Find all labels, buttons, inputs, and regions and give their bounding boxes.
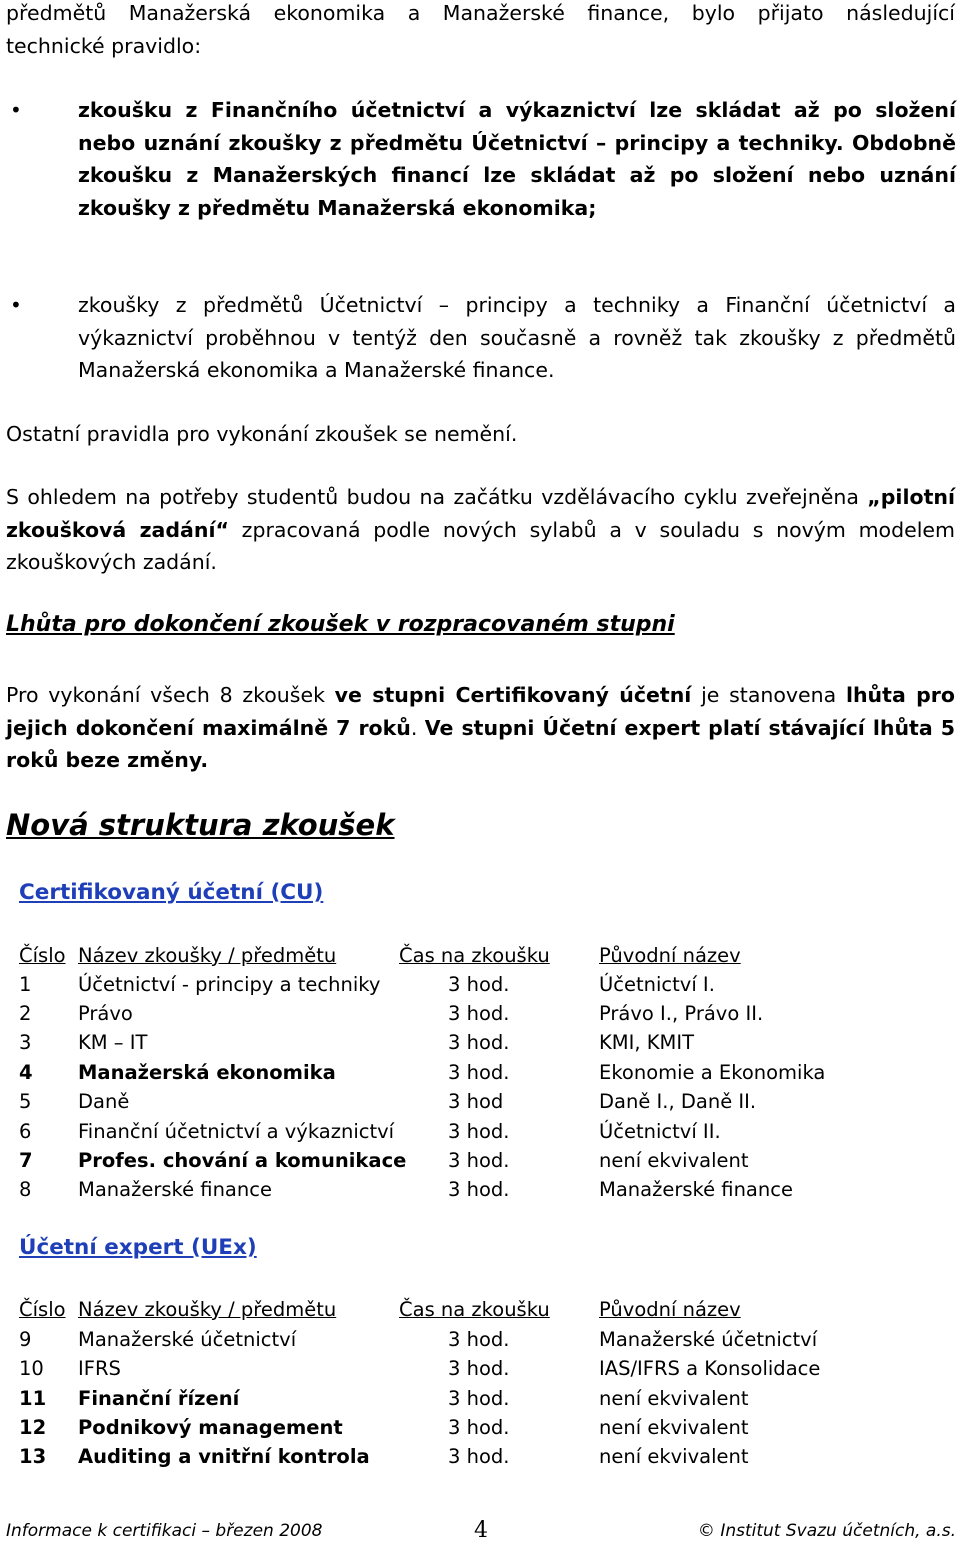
table-row [19,1028,949,1057]
structure-heading: Nová struktura zkoušek [6,808,395,842]
intro-paragraph [6,0,955,62]
table-row [19,1117,949,1146]
col-header-original: Původní název [599,1298,741,1321]
bullet-marker: • [10,293,22,317]
cell-number: 12 [19,1416,47,1439]
cell-name: Finanční účetnictví a výkaznictví [78,1120,395,1143]
col-header-number: Číslo [19,1298,66,1321]
cell-number: 6 [19,1120,32,1143]
deadline-text-1: Pro vykonání všech 8 zkoušek [6,683,335,707]
cell-time: 3 hod. [448,1357,510,1380]
pilot-text-bold: „pilotní zkoušková zadání“ [6,485,955,542]
cell-name: Manažerské účetnictví [78,1328,297,1351]
cell-time: 3 hod. [448,1328,510,1351]
cell-number: 5 [19,1090,32,1113]
pilot-paragraph [6,481,955,579]
cell-number: 13 [19,1445,47,1468]
footer-copyright: © Institut Svazu účetních, a.s. [697,1521,956,1541]
cell-number: 4 [19,1061,33,1084]
cell-original: IAS/IFRS a Konsolidace [599,1357,821,1380]
col-header-number: Číslo [19,944,66,967]
cell-number: 10 [19,1357,44,1380]
cell-original: Ekonomie a Ekonomika [599,1061,826,1084]
cell-original: Manažerské účetnictví [599,1328,818,1351]
deadline-bold-1: ve stupni Certifikovaný účetní [334,683,692,707]
cell-original: Daně I., Daně II. [599,1090,757,1113]
table-row [19,1442,949,1471]
cell-time: 3 hod. [448,1120,510,1143]
cell-number: 2 [19,1002,32,1025]
cu-table-header [19,941,949,970]
table-row [19,1325,949,1354]
cell-original: není ekvivalent [599,1445,749,1468]
bullet-item-1: zkoušku z Finančního účetnictví a výkaznictví lze skládat až po složení nebo uznání zkoušky z předmětu Účetnictví – principy a techniky. Obdobně zkoušku z Manažerských financí lze skládat až po složení nebo uznání zkoušky z předmětu Manažerská ekonomika; [78,98,956,220]
table-row [19,1058,949,1087]
deadline-bold-2: lhůta pro jejich dokončení maximálně 7 roků [6,683,955,740]
bullet-item-2: zkoušky z předmětů Účetnictví – principy a techniky a Finanční účetnictví a výkaznictví proběhnou v tentýž den současně a rovněž tak zkoušky z předmětů Manažerská ekonomika a Manažerské finance. [78,293,956,382]
cell-time: 3 hod. [448,1002,510,1025]
cell-name: Podnikový management [78,1416,343,1439]
cell-name: Finanční řízení [78,1387,240,1410]
page-number: 4 [474,1518,488,1543]
cell-number: 8 [19,1178,32,1201]
cell-number: 9 [19,1328,32,1351]
cell-name: Daně [78,1090,130,1113]
cell-name: Účetnictví - principy a techniky [78,973,381,996]
deadline-heading: Lhůta pro dokončení zkoušek v rozpracovaném stupni [6,612,675,637]
deadline-text-2: je stanovena [691,683,846,707]
table-row [19,999,949,1028]
cell-original: není ekvivalent [599,1387,749,1410]
table-row [19,1175,949,1204]
cell-original: Manažerské finance [599,1178,793,1201]
cell-original: není ekvivalent [599,1149,749,1172]
table-row [19,1384,949,1413]
cell-number: 7 [19,1149,33,1172]
cell-original: Právo I., Právo II. [599,1002,764,1025]
table-row [19,970,949,999]
page-footer [6,1518,956,1544]
pilot-text-2: zpracovaná podle nových sylabů a v souladu s novým modelem zkouškových zadání. [6,517,955,574]
cell-number: 11 [19,1387,47,1410]
cell-time: 3 hod. [448,1445,510,1468]
cell-time: 3 hod. [448,1031,510,1054]
footer-title: Informace k certifikaci – březen 2008 [6,1521,323,1541]
cell-name: Auditing a vnitřní kontrola [78,1445,370,1468]
bullet-marker: • [10,98,22,122]
cell-number: 3 [19,1031,32,1054]
col-header-time: Čas na zkoušku [399,1298,550,1321]
cell-name: IFRS [78,1357,121,1380]
cell-original: KMI, KMIT [599,1031,695,1054]
col-header-time: Čas na zkoušku [399,944,550,967]
col-header-name: Název zkoušky / předmětu [78,944,337,967]
cell-time: 3 hod [448,1090,504,1113]
cu-heading: Certifikovaný účetní (CU) [19,880,324,905]
uex-table-header [19,1295,949,1324]
other-rules-text: Ostatní pravidla pro vykonání zkoušek se nemění. [6,422,518,446]
deadline-bold-3: Ve stupni Účetní expert platí stávající lhůta 5 roků beze změny. [6,715,955,772]
cell-original: není ekvivalent [599,1416,749,1439]
table-row [19,1354,949,1383]
cell-time: 3 hod. [448,1178,510,1201]
cell-number: 1 [19,973,32,996]
cell-time: 3 hod. [448,1149,510,1172]
uex-heading: Účetní expert (UEx) [19,1235,257,1260]
pilot-text-1: S ohledem na potřeby studentů budou na začátku vzdělávacího cyklu zveřejněna [6,485,868,509]
cell-time: 3 hod. [448,1061,510,1084]
cell-time: 3 hod. [448,1387,510,1410]
table-row [19,1087,949,1116]
table-row [19,1146,949,1175]
cell-name: Manažerská ekonomika [78,1061,336,1084]
table-row [19,1413,949,1442]
cell-original: Účetnictví I. [599,973,715,996]
cell-name: Manažerské finance [78,1178,272,1201]
cell-name: Profes. chování a komunikace [78,1149,407,1172]
intro-line-2: technické pravidlo: [6,33,202,58]
col-header-name: Název zkoušky / předmětu [78,1298,337,1321]
cell-name: Právo [78,1002,133,1025]
intro-line-1: předmětů Manažerská ekonomika a Manažerské finance, bylo přijato následující [6,1,955,25]
cell-time: 3 hod. [448,1416,510,1439]
cell-name: KM – IT [78,1031,148,1054]
cell-time: 3 hod. [448,973,510,996]
deadline-text-3: . [410,715,425,740]
col-header-original: Původní název [599,944,741,967]
deadline-paragraph [6,679,955,777]
cell-original: Účetnictví II. [599,1120,721,1143]
